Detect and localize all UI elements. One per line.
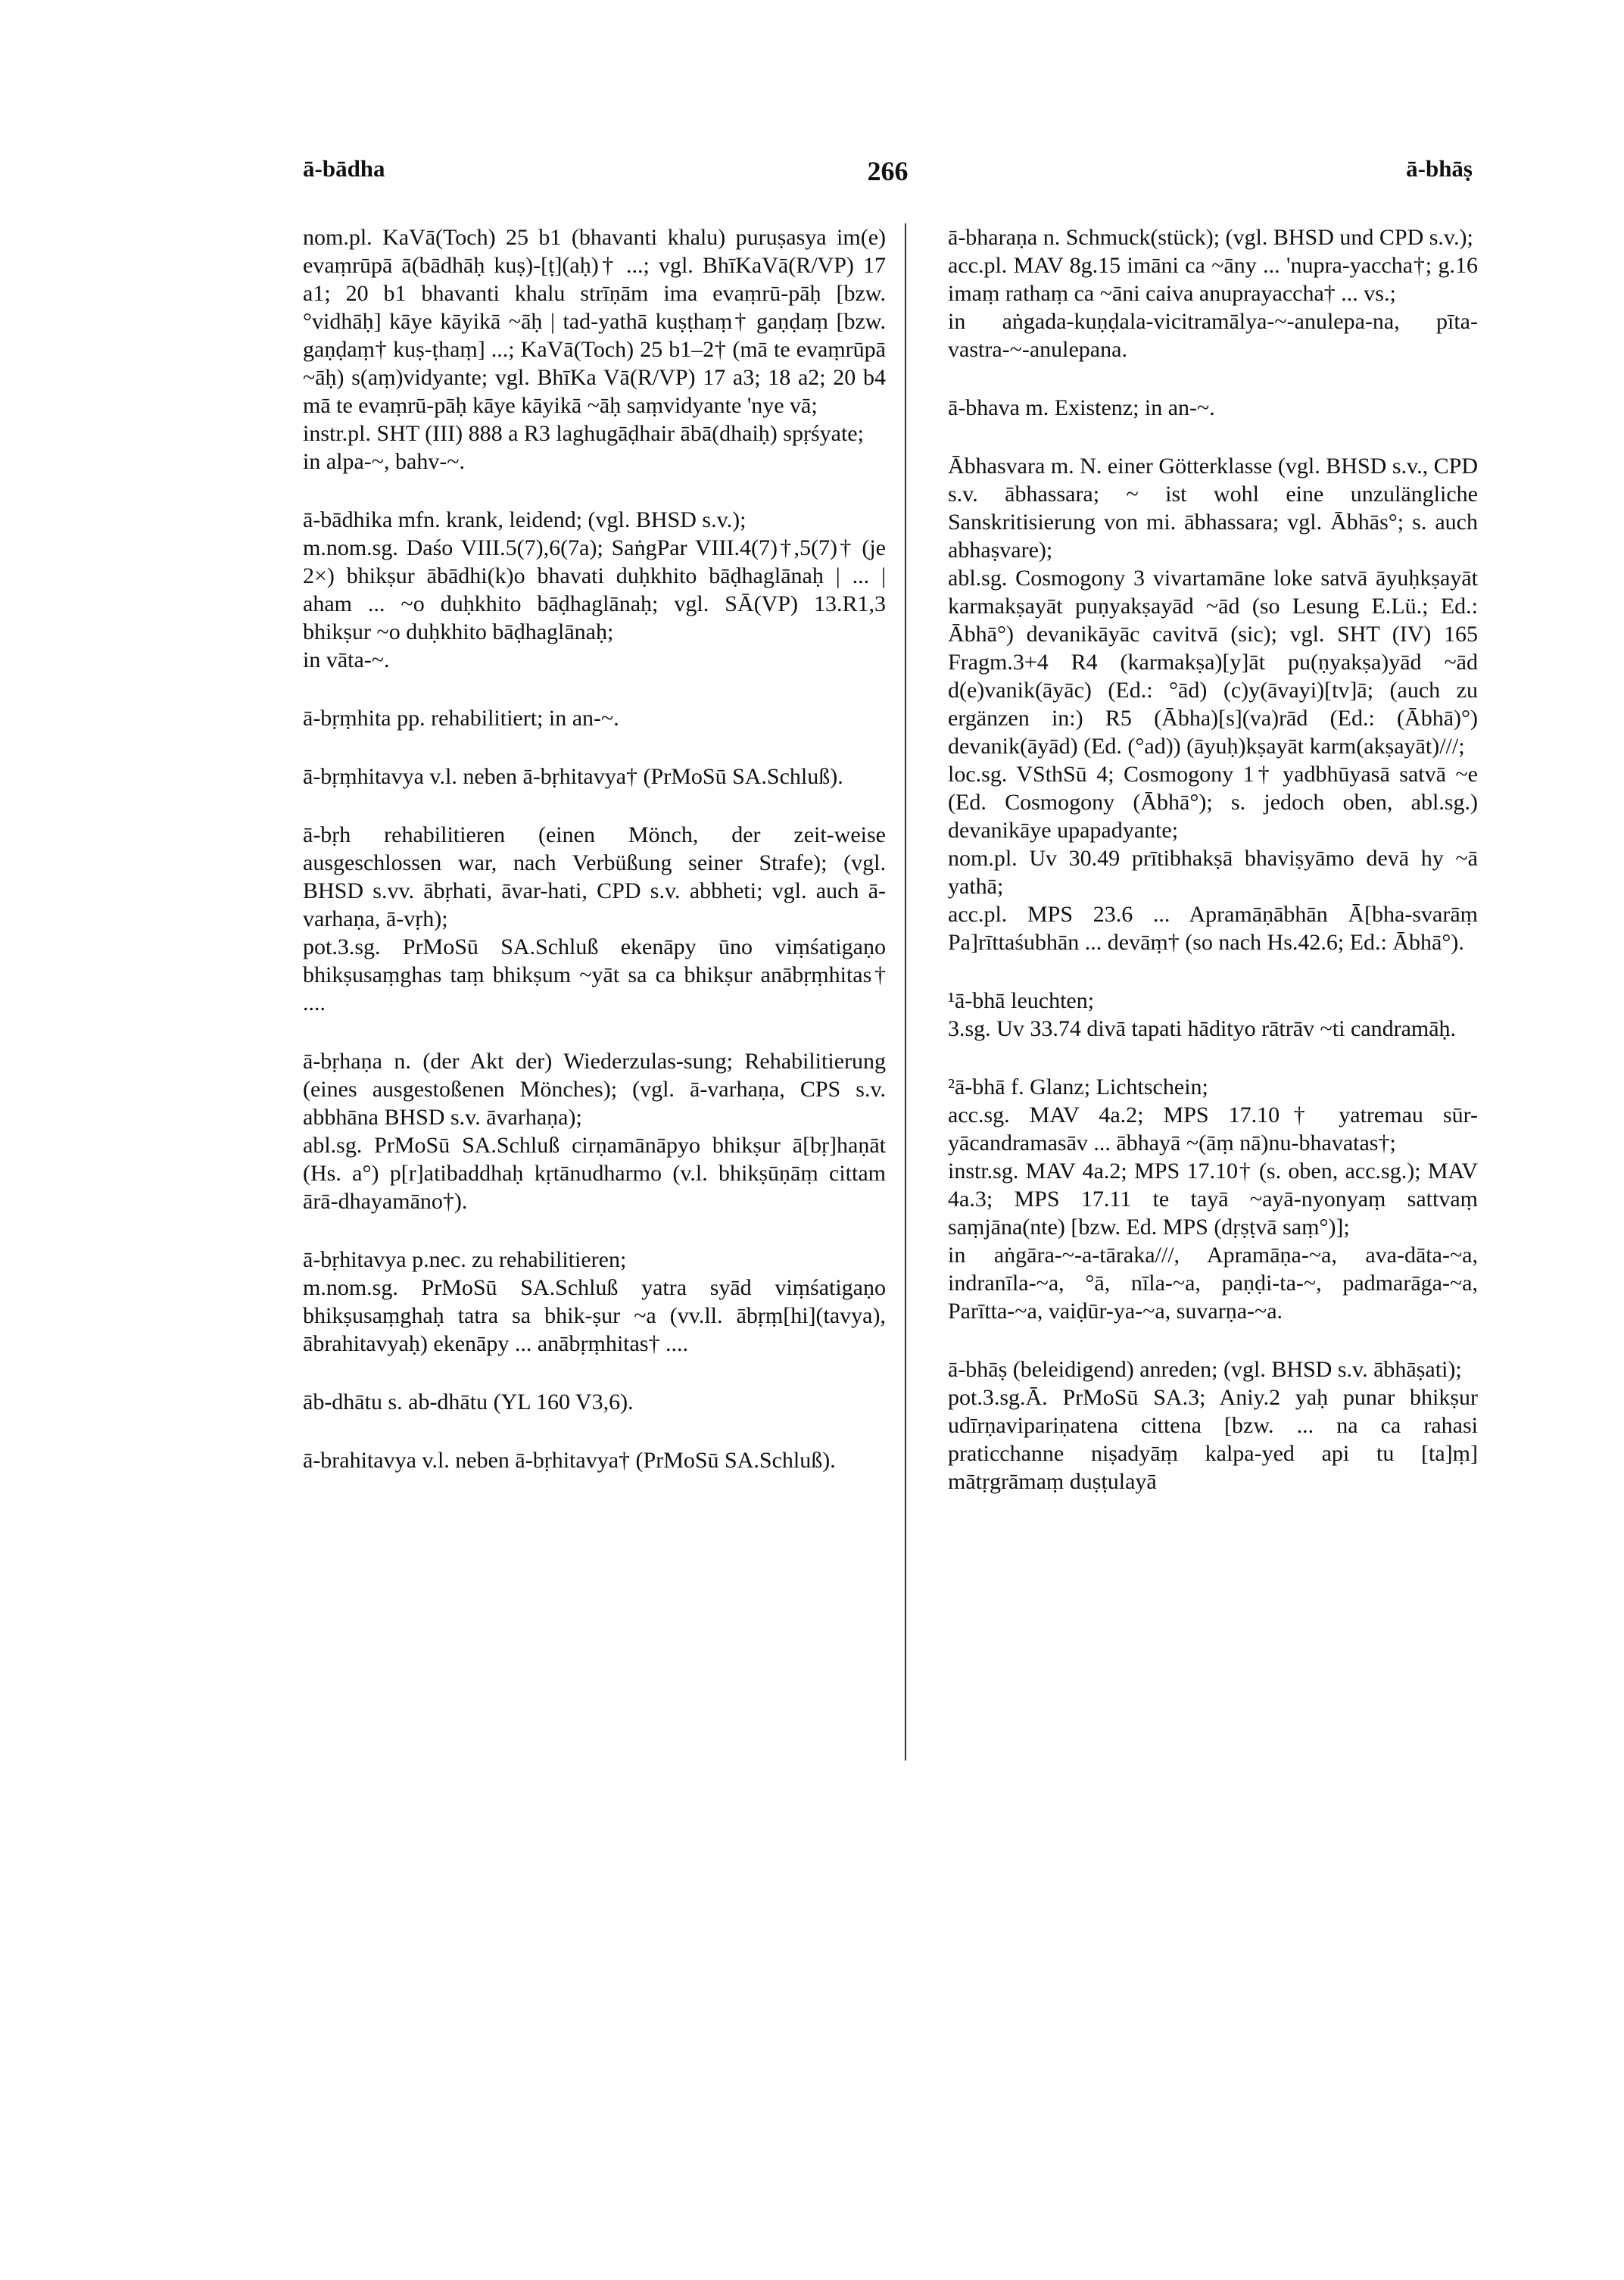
dictionary-entry	[303, 223, 886, 476]
entry-line: ā-bṛṃhitavya v.l. neben ā-bṛhitavya† (PrMoSū SA.Schluß).	[303, 764, 843, 789]
entry-line: abl.sg. Cosmogony 3 vivartamāne loke satvā āyuḥkṣayāt karmakṣayāt puṇyakṣayād ~ād (so Lesung E.Lü.; Ed.: Ābhā°) devanikāyāc cavitvā (sic); vgl. SHT (IV) 165 Fragm.3+4 R4 (karmakṣa)[y]āt pu(ṇyakṣa)yād ~ād d(e)vanik(āyāc) (Ed.: °ād) (c)y(āvayi)[tv]ā; (auch zu ergänzen in:) R5 (Ābha)[s](va)rād (Ed.: (Ābhā)°) devanik(āyād) (Ed. (°ad)) (āyuḥ)kṣayāt karm(akṣayāt)///;	[948, 566, 1478, 759]
entry-line: m.nom.sg. PrMoSū SA.Schluß yatra syād viṃśatigaṇo bhikṣusaṃghaḥ tatra sa bhik-ṣur ~a (vv.ll. ābṛṃ[hi](tavya), ābrahitavyaḥ) ekenāpy ... anābṛṃhitas† ....	[303, 1275, 886, 1356]
dictionary-entry	[948, 394, 1478, 422]
right-column	[948, 223, 1478, 1526]
dictionary-entry	[303, 506, 886, 674]
page-number: 266	[867, 156, 909, 186]
entry-line: ā-bhava m. Existenz; in an-~.	[948, 395, 1215, 420]
entry-line: āb-dhātu s. ab-dhātu (YL 160 V3,6).	[303, 1390, 634, 1414]
entry-line: ā-bṛh rehabilitieren (einen Mönch, der zeit-weise ausgeschlossen war, nach Verbüßung seiner Strafe); (vgl. BHSD s.vv. ābṛhati, āvar-hati, CPD s.v. abbheti; vgl. auch ā-varhaṇa, ā-vṛh);	[303, 822, 886, 931]
dictionary-entry	[303, 704, 886, 732]
entry-line: m.nom.sg. Daśo VIII.5(7),6(7a); SaṅgPar VIII.4(7)†,5(7)† (je 2×) bhikṣur ābādhi(k)o bhavati duḥkhito bāḍhaglānaḥ | ... | aham ... ~o duḥkhito bāḍhaglānaḥ; vgl. SĀ(VP) 13.R1,3 bhikṣur ~o duḥkhito bāḍhaglānaḥ;	[303, 535, 886, 644]
entry-line: ā-brahitavya v.l. neben ā-bṛhitavya† (PrMoSū SA.Schluß).	[303, 1448, 836, 1473]
entry-line: ²ā-bhā f. Glanz; Lichtschein;	[948, 1075, 1208, 1099]
entry-line: nom.pl. KaVā(Toch) 25 b1 (bhavanti khalu) puruṣasya im(e) evaṃrūpā ā(bādhāḥ kuṣ)-[ṭ](aḥ)† ...; vgl. BhīKaVā(R/VP) 17 a1; 20 b1 bhavanti khalu strīṇām ima evaṃrū-pāḥ [bzw. °vidhāḥ] kāye kāyikā ~āḥ | tad-yathā kuṣṭhaṃ† gaṇḍaṃ [bzw. gaṇḍaṃ† kuṣ-ṭhaṃ] ...; KaVā(Toch) 25 b1–2† (mā te evaṃrūpā ~āḥ) s(aṃ)vidyante; vgl. BhīKa Vā(R/VP) 17 a3; 18 a2; 20 b4 mā te evaṃrū-pāḥ kāye kāyikā ~āḥ saṃvidyante 'nye vā;	[303, 225, 886, 418]
column-divider	[905, 223, 906, 1761]
dictionary-entry	[303, 1446, 886, 1474]
entry-line: in alpa-~, bahv-~.	[303, 449, 466, 474]
entry-line: 3.sg. Uv 33.74 divā tapati hādityo rātrāv ~ti candramāḥ.	[948, 1016, 1457, 1041]
entry-line: ā-bṛṃhita pp. rehabilitiert; in an-~.	[303, 706, 619, 731]
dictionary-entry	[303, 821, 886, 1017]
entry-line: acc.pl. MAV 8g.15 imāni ca ~āny ... 'nupra-yaccha†; g.16 imaṃ rathaṃ ca ~āni caiva anuprayaccha† ... vs.;	[948, 253, 1478, 306]
entry-line: nom.pl. Uv 30.49 prītibhakṣā bhaviṣyāmo devā hy ~ā yathā;	[948, 846, 1478, 899]
entry-line: abl.sg. PrMoSū SA.Schluß cirṇamānāpyo bhikṣur ā[bṛ]haṇāt (Hs. a°) p[r]atibaddhaḥ kṛtānudharmo (v.l. bhikṣūṇāṃ cittam ārā-dhayamāno†).	[303, 1133, 886, 1214]
entry-line: acc.sg. MAV 4a.2; MPS 17.10† yatremau sūr-yācandramasāv ... ābhayā ~(āṃ nā)nu-bhavatas†;	[948, 1103, 1478, 1156]
left-column	[303, 223, 886, 1505]
page-header	[303, 155, 1473, 193]
dictionary-entry	[948, 1073, 1478, 1325]
entry-line: acc.pl. MPS 23.6 ... Apramāṇābhān Ā[bha-svarāṃ Pa]rīttaśubhān ... devāṃ† (so nach Hs.42.6; Ed.: Ābhā°).	[948, 902, 1478, 955]
dictionary-entry	[948, 452, 1478, 956]
dictionary-entry	[948, 1355, 1478, 1496]
entry-line: pot.3.sg.Ā. PrMoSū SA.3; Aniy.2 yaḥ punar bhikṣur udīrṇavipariṇatena cittena [bzw. ... na ca rahasi praticchanne niṣadyāṃ kalpa-yed api tu [ta]ṃ] mātṛgrāmaṃ duṣṭulayā	[948, 1385, 1478, 1494]
entry-line: ā-bhāṣ (beleidigend) anreden; (vgl. BHSD s.v. ābhāṣati);	[948, 1357, 1462, 1382]
dictionary-entry	[303, 763, 886, 791]
entry-line: in aṅgada-kuṇḍala-vicitramālya-~-anulepa-na, pīta-vastra-~-anulepana.	[948, 309, 1478, 362]
entry-line: pot.3.sg. PrMoSū SA.Schluß ekenāpy ūno viṃśatigaṇo bhikṣusaṃghas taṃ bhikṣum ~yāt sa ca bhikṣur anābṛṃhitas† ....	[303, 934, 886, 1015]
entry-line: ā-bṛhitavya p.nec. zu rehabilitieren;	[303, 1247, 627, 1272]
dictionary-entry	[948, 223, 1478, 363]
right-running-headword: ā-bhāṣ	[1406, 155, 1473, 182]
dictionary-entry	[948, 987, 1478, 1043]
dictionary-entry	[303, 1047, 886, 1215]
left-running-headword: ā-bādha	[303, 155, 385, 182]
entry-line: ā-bṛhaṇa n. (der Akt der) Wiederzulas-sung; Rehabilitierung (eines ausgestoßenen Mönches); (vgl. ā-varhaṇa, CPS s.v. abbhāna BHSD s.v. āvarhaṇa);	[303, 1049, 886, 1130]
entry-line: ā-bādhika mfn. krank, leidend; (vgl. BHSD s.v.);	[303, 507, 747, 532]
entry-line: Ābhasvara m. N. einer Götterklasse (vgl. BHSD s.v., CPD s.v. ābhassara; ~ ist wohl eine unzulängliche Sanskritisierung von mi. ābhassara; vgl. Ābhās°; s. auch abhaṣvare);	[948, 454, 1478, 563]
entry-line: ¹ā-bhā leuchten;	[948, 988, 1095, 1013]
entry-line: loc.sg. VSthSū 4; Cosmogony 1† yadbhūyasā satvā ~e (Ed. Cosmogony (Ābhā°); s. jedoch oben, abl.sg.) devanikāye upapadyante;	[948, 762, 1478, 843]
entry-line: instr.sg. MAV 4a.2; MPS 17.10† (s. oben, acc.sg.); MAV 4a.3; MPS 17.11 te tayā ~ayā-nyonyaṃ sattvaṃ saṃjāna(nte) [bzw. Ed. MPS (dṛṣṭvā saṃ°)];	[948, 1159, 1478, 1240]
dictionary-entry	[303, 1388, 886, 1416]
entry-line: instr.pl. SHT (III) 888 a R3 laghugāḍhair ābā(dhaiḥ) spṛśyate;	[303, 421, 864, 446]
entry-line: ā-bharaṇa n. Schmuck(stück); (vgl. BHSD und CPD s.v.);	[948, 225, 1473, 250]
entry-line: in aṅgāra-~-a-tāraka///, Apramāṇa-~a, ava-dāta-~a, indranīla-~a, °ā, nīla-~a, paṇḍi-ta-~, padmarāga-~a, Parītta-~a, vaiḍūr-ya-~a, suvarṇa-~a.	[948, 1243, 1478, 1324]
dictionary-entry	[303, 1246, 886, 1358]
entry-line: in vāta-~.	[303, 647, 390, 672]
